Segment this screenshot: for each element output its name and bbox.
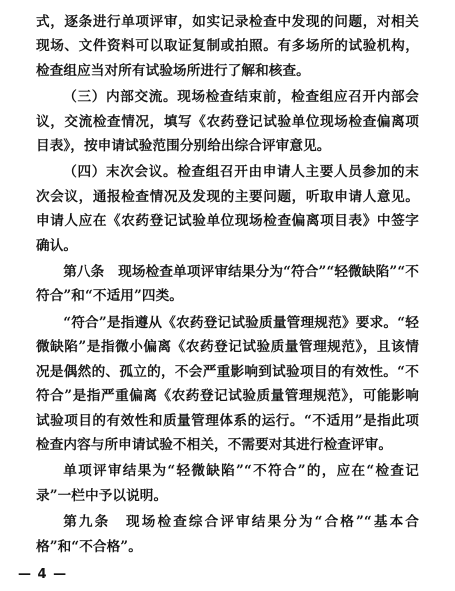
article-9-heading: 第九条	[63, 514, 111, 531]
page-number: — 4 —	[18, 567, 68, 582]
article-8-text: 现场检查单项评审结果分为“符合”“轻微缺陷”“不符合”和“不适用”四类。	[36, 264, 419, 305]
article-8-heading: 第八条	[63, 264, 105, 281]
paragraph-closing-meeting: （四）末次会议。检查组召开由申请人主要人员参加的末次会议，通报检查情况及发现的主要问题，听取申请人意见。申请人应在《农药登记试验单位现场检查偏离项目表》中签字确认。	[36, 164, 419, 254]
paragraph-result-explanation: 单项评审结果为“轻微缺陷”“不符合”的，应在“检查记录”一栏中予以说明。	[36, 463, 419, 504]
paragraph-internal-exchange: （三）内部交流。现场检查结束前，检查组应召开内部会议，交流检查情况，填写《农药登记试验单位现场检查偏离项目表》，按申请试验范围分别给出综合评审意见。	[36, 89, 419, 155]
paragraph-inspection-method: 式，逐条进行单项评审，如实记录检查中发现的问题，对相关现场、文件资料可以取证复制或拍照。有多场所的试验机构，检查组应当对所有试验场所进行了解和核查。	[36, 14, 419, 79]
article-8	[36, 260, 419, 309]
article-9	[36, 510, 419, 559]
article-9-text: 现场检查综合评审结果分为“合格”“基本合格”和“不合格”。	[36, 514, 419, 555]
paragraph-result-definitions: “符合”是指遵从《农药登记试验质量管理规范》要求。“轻微缺陷”是指微小偏离《农药登记试验质量管理规范》，且该情况是偶然的、孤立的，不会严重影响到试验项目的有效性。“不符合”是指严重偏离《农药登记试验质量管理规范》，可能影响试验项目的有效性和质量管理体系的运行。“不适用”是指此项检查内容与所申请试验不相关，不需要对其进行检查评审。	[36, 314, 419, 453]
